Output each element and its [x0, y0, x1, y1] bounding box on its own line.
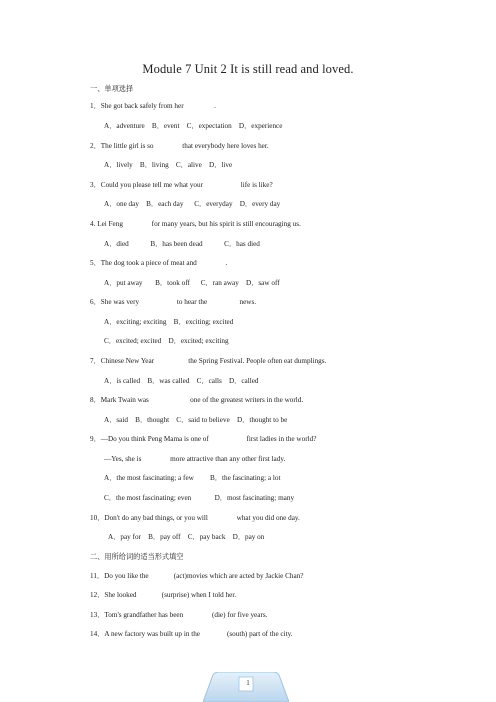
question-10-options: A．pay for B．pay off C．pay back D．pay on	[108, 533, 265, 541]
question-10: 10．Don't do any bad things, or you will what you did one day.	[90, 514, 300, 522]
question-12: 12．She looked (surprise) when I told her.	[90, 591, 237, 599]
question-13: 13．Tom's grandfather has been (die) for five years.	[90, 611, 268, 619]
question-4-options: A．died B．has been dead C．has died	[104, 240, 260, 248]
question-9: 9．—Do you think Peng Mama is one of first ladies in the world?	[90, 435, 317, 443]
question-9-answer-line: —Yes, she is more attractive than any other first lady.	[104, 455, 286, 463]
page-footer-tab	[203, 672, 289, 702]
question-5: 5．The dog took a piece of meat and .	[90, 259, 228, 267]
question-1-options: A．adventure B．event C．expectation D．experience	[104, 122, 283, 130]
question-8: 8．Mark Twain was one of the greatest writers in the world.	[90, 396, 304, 404]
question-4: 4. Lei Feng for many years, but his spirit is still encouraging us.	[90, 220, 301, 228]
question-7-options: A．is called B．was called C．calls D．called	[104, 377, 259, 385]
question-5-options: A．put away B．took off C．ran away D．saw off	[104, 279, 280, 287]
question-3: 3．Could you please tell me what your life is like?	[90, 181, 273, 189]
question-6: 6．She was very to hear the news.	[90, 298, 257, 306]
question-2-options: A．lively B．living C．alive D．live	[104, 161, 233, 169]
question-14: 14．A new factory was built up in the (south) part of the city.	[90, 630, 293, 638]
section-heading-multiple-choice: 一、单项选择	[90, 84, 134, 93]
question-1: 1．She got back safely from her .	[90, 102, 216, 110]
question-3-options: A．one day B．each day C．everyday D．every day	[104, 200, 281, 208]
document-title: Module 7 Unit 2 It is still read and loved.	[142, 62, 354, 76]
section-heading-word-forms: 二、用所给词的适当形式填空	[90, 552, 184, 561]
question-7: 7．Chinese New Year the Spring Festival. People often eat dumplings.	[90, 357, 327, 365]
question-6-options-a: A．exciting; exciting B．exciting; excited	[104, 318, 234, 326]
question-2: 2．The little girl is so that everybody here loves her.	[90, 142, 269, 150]
question-9-options-b: C．the most fascinating; even D．most fascinating; many	[104, 494, 295, 502]
question-11: 11．Do you like the (act)movies which are acted by Jackie Chan?	[90, 572, 304, 580]
question-9-options-a: A．the most fascinating; a few B．the fascinating; a lot	[104, 474, 281, 482]
question-6-options-b: C．excited; excited D．excited; exciting	[104, 337, 229, 345]
question-8-options: A．said B．thought C．said to believe D．thought to be	[104, 416, 288, 424]
page-number: 1	[246, 679, 250, 687]
